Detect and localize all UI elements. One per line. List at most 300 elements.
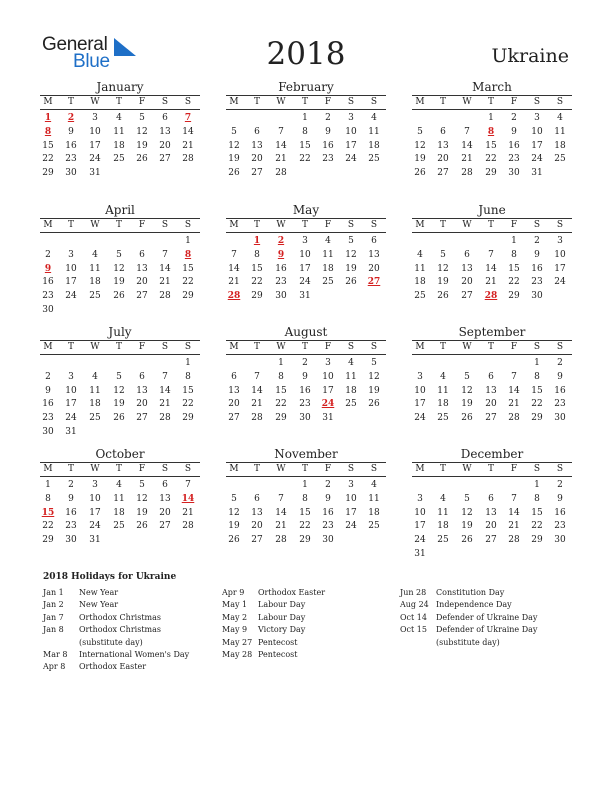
- day-cell: 31: [89, 168, 101, 179]
- day-cell: 29: [299, 535, 311, 546]
- day-cell: 20: [228, 399, 240, 410]
- day-cell: 17: [299, 263, 311, 274]
- month-title: February: [278, 80, 334, 94]
- day-cell: 26: [136, 154, 148, 165]
- weekday-header-row: [40, 340, 200, 355]
- holiday-entry: [400, 599, 575, 611]
- weekday-label: S: [533, 342, 541, 352]
- month-title: April: [105, 203, 135, 217]
- day-cell: 4: [92, 249, 98, 260]
- weekday-label: T: [115, 342, 122, 352]
- day-cell: 7: [185, 480, 191, 490]
- weekday-label: M: [43, 220, 53, 230]
- day-cell: 6: [371, 236, 377, 246]
- day-cell: 21: [461, 154, 473, 165]
- day-cell: 16: [299, 385, 311, 396]
- weekday-header-row: [412, 340, 572, 355]
- day-cell: 29: [42, 168, 54, 179]
- day-cell: 12: [345, 249, 357, 260]
- day-cell: 13: [485, 385, 497, 396]
- weekday-label: T: [301, 220, 308, 230]
- day-cell: 8: [302, 493, 308, 504]
- weekday-label: T: [439, 97, 446, 107]
- day-cell: 10: [554, 249, 566, 260]
- country-name: Ukraine: [491, 45, 569, 67]
- day-cell: 23: [508, 154, 520, 165]
- day-cell: 14: [182, 126, 194, 137]
- day-cell: 17: [414, 399, 426, 410]
- month-title: May: [292, 203, 320, 217]
- day-cell: 30: [531, 291, 543, 302]
- day-cell: 20: [485, 521, 497, 532]
- weekday-label: W: [90, 97, 100, 107]
- day-cell: 12: [368, 371, 380, 382]
- day-cell: 30: [42, 427, 54, 437]
- day-cell: 10: [89, 493, 101, 504]
- holiday-name: Orthodox Easter: [258, 588, 326, 597]
- day-cell: 5: [231, 126, 237, 137]
- day-cell: 16: [275, 263, 287, 274]
- weekday-label: F: [138, 97, 146, 107]
- day-cell: 25: [437, 535, 449, 546]
- day-cell: 3: [68, 371, 74, 382]
- month-title: October: [95, 447, 145, 461]
- weekday-label: F: [138, 220, 146, 230]
- day-cell: 27: [437, 168, 449, 179]
- day-cell: 26: [461, 535, 473, 546]
- day-cell: 25: [345, 399, 357, 410]
- holiday-name: Victory Day: [258, 625, 306, 635]
- day-cell: 7: [278, 126, 284, 137]
- weekday-label: S: [556, 342, 564, 352]
- day-cell: 25: [437, 413, 449, 424]
- day-cell: 22: [42, 154, 54, 165]
- weekday-label: S: [370, 97, 378, 107]
- day-cell: 13: [159, 493, 171, 504]
- day-cell: 24: [89, 154, 101, 165]
- day-cell: 14: [159, 385, 171, 396]
- day-cell: 2: [325, 113, 331, 123]
- day-cell: 24: [531, 154, 543, 165]
- day-cell: 10: [299, 249, 311, 260]
- weekday-label: F: [510, 97, 518, 107]
- day-cell: 7: [278, 493, 284, 504]
- weekday-label: T: [115, 464, 122, 474]
- day-cell: 17: [89, 140, 101, 151]
- day-cell: 28: [182, 521, 194, 532]
- day-cell: 5: [139, 480, 145, 490]
- day-cell: 6: [464, 249, 470, 260]
- day-cell: 1: [302, 113, 308, 123]
- holiday-entry: [222, 599, 385, 611]
- day-cell: 25: [368, 154, 380, 165]
- day-cell: 19: [113, 277, 125, 288]
- weekday-label: T: [439, 342, 446, 352]
- day-cell: 19: [113, 399, 125, 410]
- day-cell: 7: [511, 493, 517, 504]
- holiday-date-label: May 2: [222, 612, 248, 622]
- day-cell: 9: [325, 126, 331, 137]
- day-cell: 25: [113, 154, 125, 165]
- day-cell: 22: [299, 521, 311, 532]
- day-cell: 13: [228, 385, 240, 396]
- day-cell: 24: [414, 535, 426, 546]
- day-cell: 14: [251, 385, 263, 396]
- weekday-label: M: [415, 464, 425, 474]
- weekday-label: M: [229, 342, 239, 352]
- weekday-header-row: [40, 95, 200, 110]
- day-cell: 10: [65, 263, 77, 274]
- day-cell: 10: [345, 126, 357, 137]
- day-cell: 14: [159, 263, 171, 274]
- day-cell: 13: [251, 140, 263, 151]
- holiday-date: 24: [321, 399, 335, 410]
- weekday-label: T: [487, 464, 494, 474]
- day-cell: 15: [508, 263, 520, 274]
- day-cell: 1: [302, 480, 308, 490]
- day-cell: 19: [437, 277, 449, 288]
- logo-blue-text: Blue: [73, 51, 110, 72]
- day-cell: 2: [511, 113, 517, 123]
- holiday-date-label: May 1: [222, 600, 248, 610]
- holiday-name: Orthodox Christmas (substitute day): [79, 625, 161, 647]
- day-cell: 9: [534, 249, 540, 260]
- day-cell: 23: [531, 277, 543, 288]
- weekday-label: S: [161, 220, 169, 230]
- day-cell: 29: [42, 535, 54, 546]
- day-cell: 23: [554, 399, 566, 410]
- day-cell: 21: [508, 399, 520, 410]
- weekday-header-row: [40, 218, 200, 233]
- day-cell: 11: [322, 249, 334, 260]
- day-cell: 18: [89, 277, 101, 288]
- day-cell: 4: [116, 113, 122, 123]
- weekday-label: T: [253, 97, 260, 107]
- holiday-date-label: Jan 8: [43, 625, 64, 635]
- day-cell: 11: [345, 371, 357, 382]
- day-cell: 10: [322, 371, 334, 382]
- day-cell: 15: [182, 263, 194, 274]
- day-cell: 24: [89, 521, 101, 532]
- day-cell: 21: [275, 521, 287, 532]
- day-cell: 4: [440, 493, 446, 504]
- holiday-date-label: May 28: [222, 650, 253, 660]
- day-cell: 13: [368, 249, 380, 260]
- weekday-label: S: [347, 220, 355, 230]
- day-cell: 12: [461, 385, 473, 396]
- day-cell: 12: [461, 507, 473, 518]
- day-cell: 6: [488, 493, 494, 504]
- weekday-label: T: [487, 97, 494, 107]
- day-cell: 5: [371, 358, 377, 368]
- day-cell: 14: [485, 263, 497, 274]
- day-cell: 5: [464, 493, 470, 504]
- day-cell: 14: [275, 140, 287, 151]
- day-cell: 3: [348, 113, 354, 123]
- day-cell: 28: [461, 168, 473, 179]
- day-cell: 18: [89, 399, 101, 410]
- day-cell: 11: [368, 493, 380, 504]
- month-december: [412, 447, 572, 567]
- weekday-label: T: [253, 220, 260, 230]
- day-cell: 18: [322, 263, 334, 274]
- day-cell: 13: [136, 385, 148, 396]
- day-cell: 26: [113, 291, 125, 302]
- day-cell: 26: [437, 291, 449, 302]
- holiday-column: [43, 587, 206, 674]
- day-cell: 21: [182, 507, 194, 518]
- day-cell: 17: [345, 507, 357, 518]
- weekday-label: S: [370, 464, 378, 474]
- weekday-label: W: [276, 220, 286, 230]
- holiday-name: Pentecost: [258, 650, 298, 660]
- month-title: June: [478, 203, 506, 217]
- logo-general-text: General: [42, 34, 108, 55]
- day-cell: 25: [554, 154, 566, 165]
- day-cell: 20: [251, 154, 263, 165]
- month-title: July: [108, 325, 132, 339]
- weekday-label: S: [533, 97, 541, 107]
- weekday-label: T: [67, 220, 74, 230]
- holiday-name: Defender of Ukraine Day: [436, 612, 538, 622]
- day-cell: 31: [322, 413, 334, 424]
- day-cell: 3: [68, 249, 74, 260]
- day-cell: 21: [275, 154, 287, 165]
- holiday-name: Constitution Day: [436, 588, 505, 597]
- month-september: [412, 325, 572, 445]
- day-cell: 20: [136, 399, 148, 410]
- day-cell: 11: [437, 385, 449, 396]
- day-cell: 4: [92, 371, 98, 382]
- day-cell: 2: [302, 358, 308, 368]
- day-cell: 7: [511, 371, 517, 382]
- weekday-label: S: [533, 464, 541, 474]
- day-cell: 23: [322, 521, 334, 532]
- holiday-entry: [222, 649, 385, 661]
- day-cell: 30: [554, 535, 566, 546]
- day-cell: 9: [511, 126, 517, 137]
- month-title: March: [472, 80, 512, 94]
- weekday-header-row: [412, 462, 572, 477]
- day-cell: 19: [228, 521, 240, 532]
- day-cell: 25: [89, 291, 101, 302]
- holiday-date-label: Apr 9: [222, 588, 245, 597]
- day-cell: 16: [65, 507, 77, 518]
- holiday-date: 9: [44, 263, 52, 274]
- day-cell: 5: [231, 493, 237, 504]
- day-cell: 21: [251, 399, 263, 410]
- day-cell: 25: [414, 291, 426, 302]
- day-cell: 4: [440, 371, 446, 382]
- weekday-label: S: [370, 220, 378, 230]
- holiday-entry: [222, 587, 385, 599]
- day-cell: 28: [275, 535, 287, 546]
- day-cell: 28: [508, 535, 520, 546]
- day-cell: 30: [322, 535, 334, 546]
- month-august: [226, 325, 386, 445]
- day-cell: 4: [557, 113, 563, 123]
- day-cell: 21: [159, 277, 171, 288]
- day-cell: 15: [485, 140, 497, 151]
- day-cell: 6: [139, 249, 145, 260]
- day-cell: 19: [461, 521, 473, 532]
- day-cell: 1: [185, 236, 191, 246]
- day-cell: 31: [414, 549, 426, 559]
- day-cell: 5: [464, 371, 470, 382]
- day-cell: 24: [65, 413, 77, 424]
- weekday-header-row: [226, 462, 386, 477]
- day-cell: 19: [228, 154, 240, 165]
- day-cell: 22: [531, 521, 543, 532]
- weekday-header-row: [226, 95, 386, 110]
- holiday-list-title: 2018 Holidays for Ukraine: [43, 572, 177, 582]
- day-cell: 1: [488, 113, 494, 123]
- weekday-label: S: [556, 97, 564, 107]
- weekday-label: T: [439, 464, 446, 474]
- day-cell: 18: [345, 385, 357, 396]
- weekday-label: M: [415, 342, 425, 352]
- day-cell: 26: [113, 413, 125, 424]
- day-cell: 28: [182, 154, 194, 165]
- day-cell: 21: [508, 521, 520, 532]
- day-cell: 6: [254, 126, 260, 137]
- holiday-date: 14: [181, 493, 195, 504]
- weekday-label: S: [184, 97, 192, 107]
- holiday-date: 8: [44, 126, 52, 137]
- day-cell: 19: [136, 140, 148, 151]
- holiday-name: Orthodox Easter: [79, 662, 147, 672]
- holiday-entry: [400, 612, 575, 624]
- day-cell: 15: [251, 263, 263, 274]
- day-cell: 6: [231, 371, 237, 382]
- holiday-date-label: May 9: [222, 625, 248, 635]
- weekday-label: S: [184, 342, 192, 352]
- day-cell: 3: [325, 358, 331, 368]
- day-cell: 22: [508, 277, 520, 288]
- day-cell: 3: [302, 236, 308, 246]
- holiday-name: Independence Day: [436, 600, 512, 610]
- day-cell: 18: [368, 507, 380, 518]
- day-cell: 2: [325, 480, 331, 490]
- day-cell: 5: [116, 249, 122, 260]
- day-cell: 15: [42, 140, 54, 151]
- day-cell: 16: [42, 277, 54, 288]
- day-cell: 18: [113, 507, 125, 518]
- holiday-name: International Women's Day: [79, 650, 190, 660]
- day-cell: 27: [485, 413, 497, 424]
- day-cell: 24: [414, 413, 426, 424]
- day-cell: 7: [464, 126, 470, 137]
- day-cell: 22: [251, 277, 263, 288]
- weekday-label: M: [415, 220, 425, 230]
- day-cell: 15: [275, 385, 287, 396]
- day-cell: 2: [534, 236, 540, 246]
- weekday-label: T: [67, 464, 74, 474]
- day-cell: 5: [417, 126, 423, 137]
- day-cell: 30: [299, 413, 311, 424]
- day-cell: 29: [182, 413, 194, 424]
- day-cell: 7: [162, 249, 168, 260]
- weekday-label: M: [43, 342, 53, 352]
- day-cell: 9: [302, 371, 308, 382]
- day-cell: 13: [251, 507, 263, 518]
- day-cell: 17: [322, 385, 334, 396]
- holiday-date: 28: [484, 291, 498, 302]
- weekday-label: S: [161, 342, 169, 352]
- day-cell: 7: [162, 371, 168, 382]
- day-cell: 11: [368, 126, 380, 137]
- day-cell: 29: [531, 413, 543, 424]
- holiday-entry: [43, 599, 206, 611]
- day-cell: 2: [557, 480, 563, 490]
- day-cell: 31: [65, 427, 77, 437]
- day-cell: 10: [65, 385, 77, 396]
- day-cell: 17: [89, 507, 101, 518]
- weekday-label: T: [439, 220, 446, 230]
- weekday-label: F: [324, 97, 332, 107]
- day-cell: 8: [302, 126, 308, 137]
- day-cell: 29: [251, 291, 263, 302]
- day-cell: 4: [417, 249, 423, 260]
- holiday-entry: [222, 624, 385, 636]
- weekday-label: W: [462, 220, 472, 230]
- day-cell: 30: [275, 291, 287, 302]
- day-cell: 16: [322, 507, 334, 518]
- weekday-header-row: [40, 462, 200, 477]
- day-cell: 5: [348, 236, 354, 246]
- weekday-label: M: [229, 464, 239, 474]
- day-cell: 20: [159, 507, 171, 518]
- day-cell: 19: [136, 507, 148, 518]
- day-cell: 8: [511, 249, 517, 260]
- day-cell: 20: [159, 140, 171, 151]
- holiday-entry: [43, 649, 206, 661]
- day-cell: 19: [368, 385, 380, 396]
- day-cell: 23: [322, 154, 334, 165]
- day-cell: 14: [228, 263, 240, 274]
- day-cell: 15: [299, 140, 311, 151]
- holiday-entry: [222, 637, 385, 649]
- weekday-label: W: [90, 342, 100, 352]
- day-cell: 16: [508, 140, 520, 151]
- day-cell: 9: [45, 385, 51, 396]
- weekday-label: T: [301, 342, 308, 352]
- day-cell: 26: [368, 399, 380, 410]
- day-cell: 21: [485, 277, 497, 288]
- day-cell: 29: [182, 291, 194, 302]
- day-cell: 20: [136, 277, 148, 288]
- weekday-label: S: [161, 464, 169, 474]
- day-cell: 25: [89, 413, 101, 424]
- day-cell: 27: [251, 168, 263, 179]
- day-cell: 31: [299, 291, 311, 302]
- day-cell: 11: [437, 507, 449, 518]
- month-title: December: [460, 447, 524, 461]
- day-cell: 6: [162, 480, 168, 490]
- day-cell: 18: [437, 521, 449, 532]
- day-cell: 26: [136, 521, 148, 532]
- holiday-name: Pentecost: [258, 637, 298, 647]
- weekday-label: T: [487, 220, 494, 230]
- weekday-label: S: [184, 220, 192, 230]
- day-cell: 6: [162, 113, 168, 123]
- calendar-header: [0, 0, 612, 80]
- day-cell: 28: [159, 413, 171, 424]
- holiday-date-label: Oct 15: [400, 625, 427, 635]
- day-cell: 20: [368, 263, 380, 274]
- day-cell: 22: [275, 399, 287, 410]
- day-cell: 23: [275, 277, 287, 288]
